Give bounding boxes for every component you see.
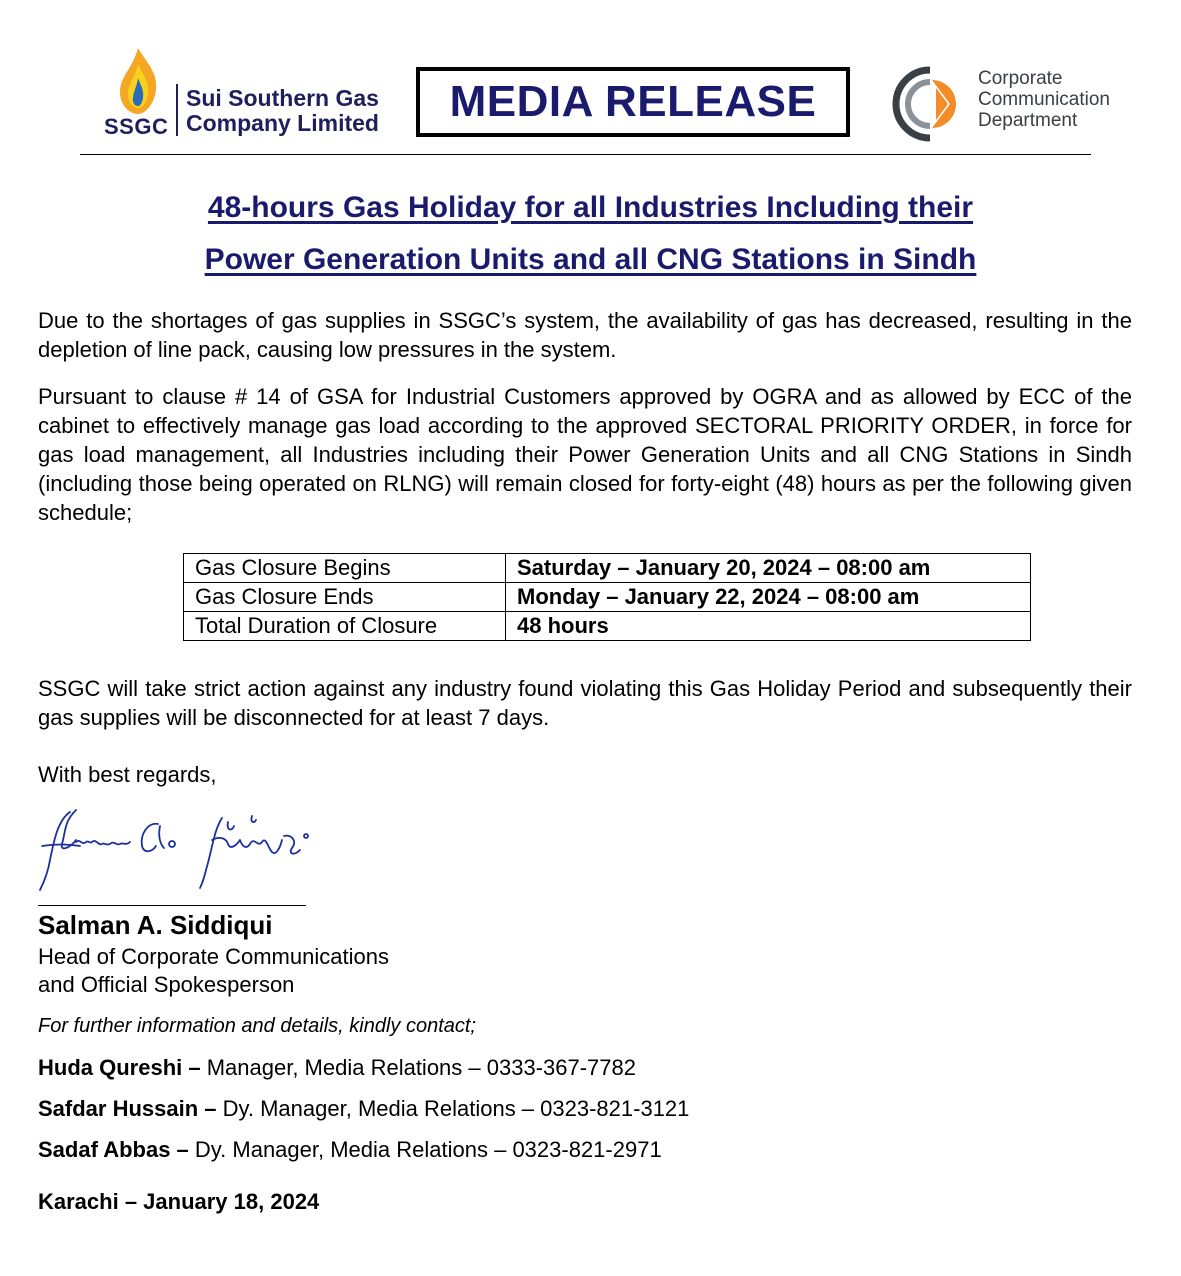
schedule-label: Gas Closure Begins [184,554,506,583]
header-divider [80,154,1091,155]
contact-role: Manager, Media Relations – 0333-367-7782 [200,1055,636,1080]
flame-icon [116,46,160,116]
schedule-table [183,553,1031,641]
headline-line2: Power Generation Units and all CNG Stations in Sindh [204,243,977,276]
table-row [184,583,1031,612]
paragraph-clause: Pursuant to clause # 14 of GSA for Industrial Customers approved by OGRA and as allowed by ECC of the cabinet to effectively manage gas load according to the approved SECTORAL PRIORITY ORDER, in force for gas load management, all Industries including their Power Generation Units and all CNG Stations in Sindh (including those being operated on RLNG) will remain closed for forty-eight (48) hours as per the following given schedule; [38,384,1132,525]
ccd-line2: Communication [978,89,1110,110]
signature-image [36,800,316,900]
ssgc-wordmark: SSGC [104,114,169,139]
contact-role: Dy. Manager, Media Relations – 0323-821-3121 [216,1096,690,1121]
contact-name: Sadaf Abbas – [38,1137,189,1162]
schedule-value: 48 hours [506,612,1031,641]
signatory-name: Salman A. Siddiqui [38,910,273,940]
signatory-title [38,943,389,999]
contact-item [38,1096,689,1122]
logo-divider [176,84,178,136]
contact-intro: For further information and details, kindly contact; [38,1015,476,1037]
ccd-line3: Department [978,110,1078,131]
dateline: Karachi – January 18, 2024 [38,1189,320,1214]
company-name-line1: Sui Southern Gas [186,85,379,111]
company-name [186,86,379,136]
paragraph-shortage: Due to the shortages of gas supplies in SSGC’s system, the availability of gas has decreased, resulting in the depletion of line pack, causing low pressures in the system. [38,308,1132,362]
contact-name: Huda Qureshi – [38,1055,201,1080]
contact-item [38,1055,636,1081]
signature-line [38,905,306,906]
media-release-box [416,67,850,137]
ccd-text [978,68,1110,131]
contact-name: Safdar Hussain – [38,1096,217,1121]
headline-line1: 48-hours Gas Holiday for all Industries Including their [207,191,974,224]
signatory-title-line1: Head of Corporate Communications [38,944,389,969]
ssgc-logo [104,44,394,140]
schedule-value: Monday – January 22, 2024 – 08:00 am [506,583,1031,612]
contact-role: Dy. Manager, Media Relations – 0323-821-2971 [188,1137,662,1162]
company-name-line2: Company Limited [186,110,379,136]
schedule-label: Total Duration of Closure [184,612,506,641]
schedule-value: Saturday – January 20, 2024 – 08:00 am [506,554,1031,583]
paragraph-action: SSGC will take strict action against any industry found violating this Gas Holiday Period and subsequently their gas supplies will be disconnected for at least 7 days. [38,676,1132,730]
table-row [184,612,1031,641]
table-row [184,554,1031,583]
headline [0,182,1181,286]
contact-item [38,1137,662,1163]
signatory-title-line2: and Official Spokesperson [38,972,295,997]
schedule-label: Gas Closure Ends [184,583,506,612]
media-release-title: MEDIA RELEASE [449,77,817,126]
ccd-emblem-icon [892,66,968,142]
closing-regards: With best regards, [38,762,217,787]
ccd-logo [890,64,1140,144]
ccd-line1: Corporate [978,68,1063,89]
